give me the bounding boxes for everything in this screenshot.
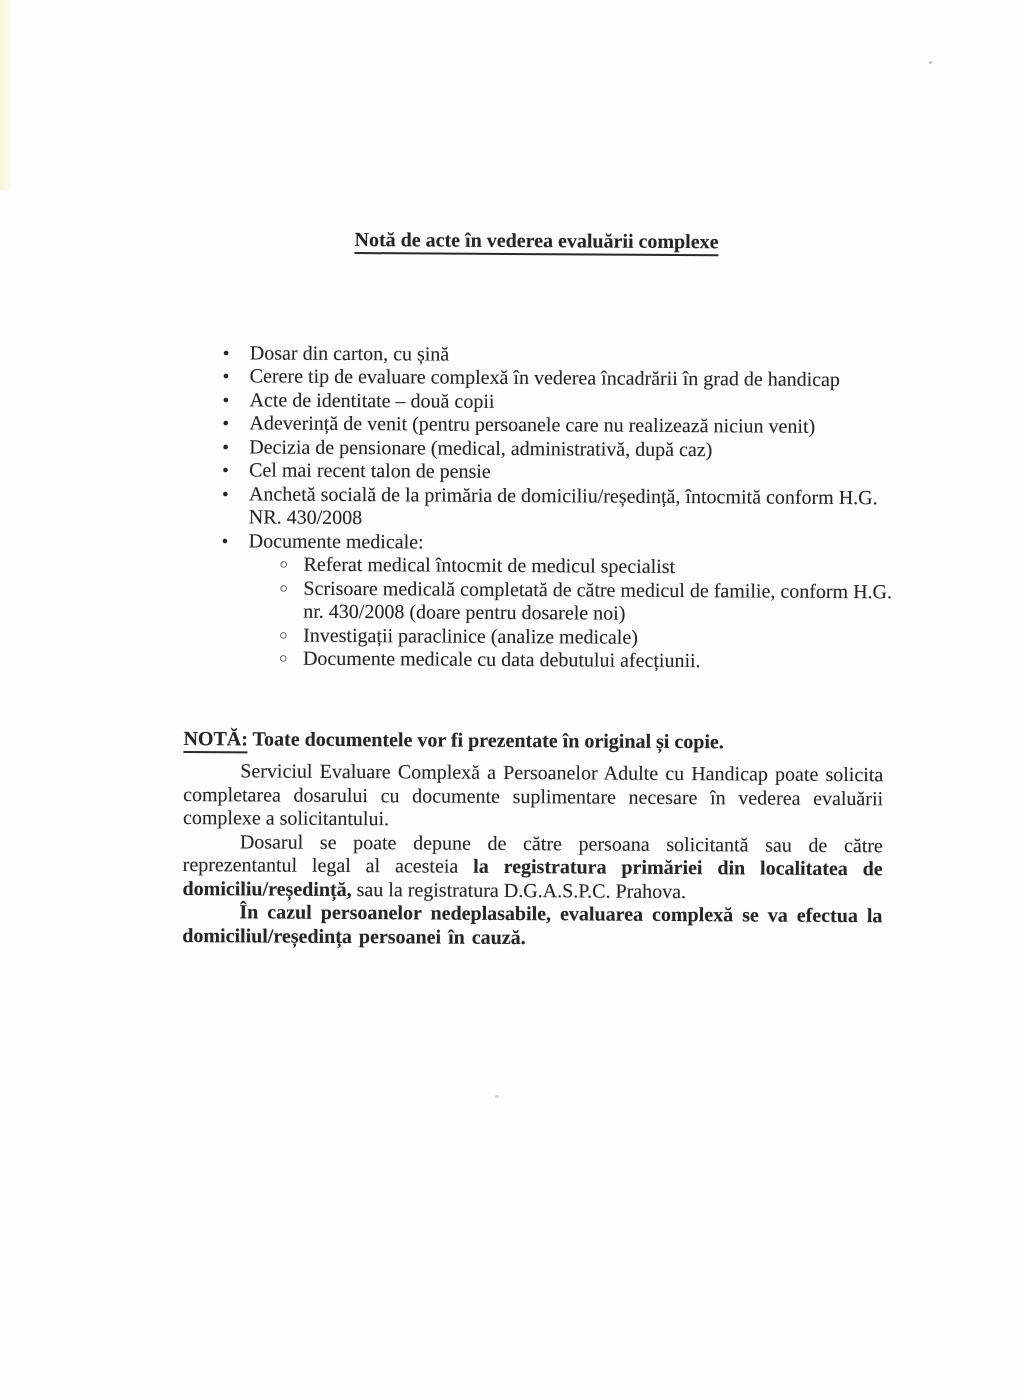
list-item-text: Decizia de pensionare (medical, administrativă, după caz) (249, 435, 713, 461)
bullet-icon: • (221, 483, 229, 505)
list-item-text: Documente medicale: (248, 529, 424, 553)
document-title (186, 228, 886, 256)
circle-icon: ○ (279, 581, 288, 597)
paragraph-3: În cazul persoanelor nedeplasabile, evaluarea complexă se va efectua la domiciliul/reședința persoanei în cauză. (182, 901, 883, 949)
list-item-text: Anchetă socială de la primăria de domiciliu/reședință, întocmită conform H.G. NR. 430/2008 (248, 482, 878, 530)
list-item-text: Cerere tip de evaluare complexă în vederea încadrării în grad de handicap (249, 365, 841, 391)
sub-list-item-text: Investigații paraclinice (analize medicale) (303, 624, 639, 649)
document-content (182, 0, 893, 952)
circle-icon: ○ (278, 651, 288, 667)
bullet-icon: • (222, 413, 230, 435)
sub-list-item-text: Referat medical întocmit de medicul specialist (303, 553, 676, 578)
paragraph-1: Serviciul Evaluare Complexă a Persoanelor Adulte cu Handicap poate solicita completarea dosarului cu documente suplimentare necesare în vederea evaluării complexe a solicitantului. (182, 760, 884, 831)
list-item-text: Dosar din carton, cu șină (249, 341, 450, 366)
circle-icon: ○ (279, 628, 288, 644)
scan-speck (929, 61, 932, 64)
bullet-icon: • (222, 436, 229, 458)
note-text: Toate documentele vor fi prezentate în original și copie. (247, 727, 724, 753)
scan-speck (495, 1095, 499, 1098)
list-item-text: Acte de identitate – două copii (249, 388, 495, 413)
bullet-icon: • (222, 366, 230, 388)
paragraph-2 (182, 830, 882, 905)
circle-icon: ○ (279, 557, 289, 573)
scan-edge-tint (0, 0, 13, 190)
list-item-text: Adeverință de venit (pentru persoanele care nu realizează niciun venit) (249, 412, 816, 438)
note-heading (183, 727, 883, 755)
sub-list-item (184, 576, 893, 627)
document-title-text: Notă de acte în vederea evaluării complexe (354, 229, 718, 256)
bullet-list (184, 341, 893, 674)
sub-list-item-text: Documente medicale cu data debutului afecțiunii. (302, 647, 701, 673)
sub-list-item (184, 647, 884, 675)
list-item-text: Cel mai recent talon de pensie (249, 459, 491, 483)
note-label: NOTĂ: (183, 727, 248, 752)
bullet-icon: • (222, 389, 230, 411)
bullet-icon: • (221, 530, 229, 552)
list-item (185, 482, 885, 533)
bullet-icon: • (222, 460, 229, 482)
paragraph-2-normal: Dosarul se poate depune de către persoana solicitantă sau de către reprezentantul legal al acesteia (182, 830, 883, 878)
body-paragraphs (182, 760, 883, 952)
bullet-icon: • (222, 342, 230, 364)
paragraph-2-normal-end: sau la registratura D.G.A.S.P.C. Prahova. (351, 878, 687, 903)
paragraph-2-bold: la registratura primăriei din localitatea de domiciliu/reședință, (182, 855, 883, 901)
sub-list-item-text: Scrisoare medicală completată de către medicul de familie, conform H.G. nr. 430/2008 (doare pentru dosarele noi) (303, 577, 893, 625)
